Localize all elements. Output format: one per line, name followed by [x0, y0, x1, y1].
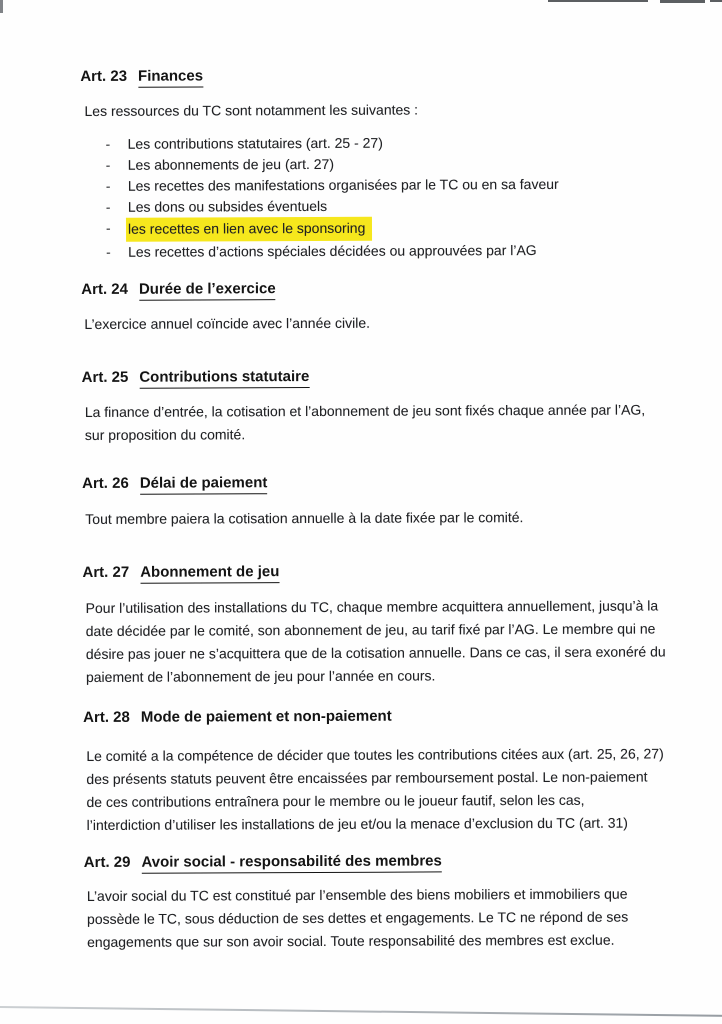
article-title: Finances [138, 67, 203, 87]
article-title: Mode de paiement et non-paiement [140, 707, 392, 726]
article-number: Art. 26 [82, 474, 129, 492]
list-item-highlighted [106, 215, 681, 242]
bullet-text: Les dons ou subsides éventuels [127, 197, 328, 215]
article-29-body: L’avoir social du TC est constitué par l’ensemble des biens mobiliers et immobiliers que possède le TC, sous déduction de ses dettes et engagements. Le TC ne répond de ses engagements que sur son avoir social. Toute responsabilité des membres est exclue. [86, 885, 629, 950]
bullet-dash: - [105, 135, 111, 152]
bullet-dash: - [105, 219, 111, 236]
bullet-dash: - [105, 177, 111, 194]
document-content [80, 0, 684, 954]
article-title: Contributions statutaire [139, 368, 309, 389]
article-23-intro: Les ressources du TC sont notamment les suivantes : [84, 101, 419, 119]
article-title: Délai de paiement [140, 474, 268, 495]
bullet-dash: - [106, 243, 111, 260]
article-25-heading [82, 366, 682, 387]
article-26-heading [82, 472, 682, 493]
bullet-text: Les recettes d’actions spéciales décidées ou approuvées par l’AG [128, 242, 537, 260]
article-28-heading [83, 706, 683, 727]
article-23-heading [80, 65, 680, 86]
article-title: Durée de l’exercice [139, 280, 276, 301]
scan-bottom-edge-line [0, 1006, 722, 1017]
article-number: Art. 29 [83, 853, 131, 871]
article-number: Art. 27 [82, 563, 130, 581]
article-24-body: L’exercice annuel coïncide avec l’année civile. [84, 314, 371, 332]
bullet-dash: - [105, 198, 111, 215]
article-number: Art. 28 [83, 708, 130, 726]
bullet-text: Les recettes des manifestations organisées par le TC ou en sa faveur [127, 175, 559, 194]
article-29-heading [84, 851, 684, 872]
article-number: Art. 25 [81, 368, 129, 386]
scan-top-edge-artifact [710, 0, 722, 2]
bullet-text: Les contributions statutaires (art. 25 - 27) [127, 134, 383, 152]
article-title: Avoir social - responsabilité des membres [141, 852, 441, 873]
resources-list [106, 131, 682, 263]
article-28-body: Le comité a la compétence de décider que toutes les contributions citées aux (art. 25, 26, 27) des présents statuts peuvent être encaissées par remboursement postal. Le non-paiement de ces contributions entraînera pour le membre ou le joueur fautif, selon les cas, l’interdiction d’utiliser les installations de jeu et/ou la menace d’exclusion du TC (art. 31) [86, 745, 664, 833]
list-item [106, 239, 681, 263]
article-27-body: Pour l’utilisation des installations du TC, chaque membre acquittera annuellement, jusqu’à la date décidée par le comité, son abonnement de jeu, au tarif fixé par l’AG. Le membre qui ne désire pas jouer ne s’acquittera que de la cotisation annuelle. Dans ce cas, il sera exonéré du paiement de l’abonnement de jeu pour l’année en cours. [85, 597, 666, 685]
scan-corner-artifact [0, 0, 3, 13]
article-27-heading [82, 561, 682, 582]
article-24-heading [81, 278, 681, 299]
article-25-body: La finance d’entrée, la cotisation et l’abonnement de jeu sont fixés chaque année par l’AG, sur proposition du comité. [84, 401, 646, 443]
bullet-dash: - [105, 156, 111, 173]
list-item [106, 131, 681, 155]
article-number: Art. 24 [81, 280, 128, 298]
bullet-text: Les abonnements de jeu (art. 27) [127, 155, 335, 173]
highlighted-text: les recettes en lien avec le sponsoring [126, 217, 372, 242]
list-item [106, 194, 681, 218]
list-item [106, 173, 681, 197]
article-title: Abonnement de jeu [140, 563, 279, 584]
article-26-body: Tout membre paiera la cotisation annuelle à la date fixée par le comité. [85, 509, 524, 527]
article-number: Art. 23 [80, 67, 128, 85]
list-item [106, 152, 681, 176]
